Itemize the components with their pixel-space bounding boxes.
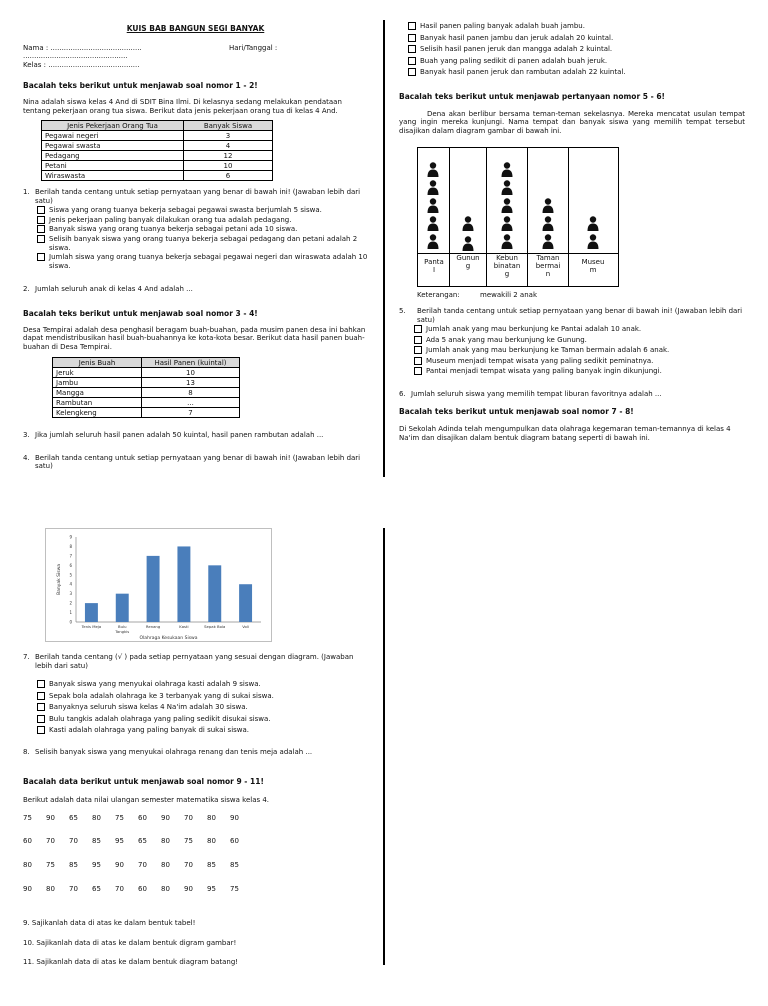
person-icon xyxy=(427,198,439,213)
checkbox[interactable] xyxy=(408,34,416,42)
score-cell: 95 xyxy=(207,884,216,893)
option-label: Bulu tangkis adalah olahraga yang paling sedikit disukai siswa. xyxy=(49,714,271,723)
table-header: Banyak Siswa xyxy=(184,121,273,131)
option-item[interactable] xyxy=(414,346,745,355)
checkbox[interactable] xyxy=(414,357,422,365)
option-item[interactable] xyxy=(408,68,745,77)
checkbox[interactable] xyxy=(414,346,422,354)
bar xyxy=(116,594,129,622)
checkbox[interactable] xyxy=(37,206,45,214)
question-7 xyxy=(23,653,368,670)
right-column-page1-lower xyxy=(399,307,745,442)
y-tick-label: 6 xyxy=(69,562,72,568)
pictogram-label: Gunun g xyxy=(456,254,480,271)
person-icon xyxy=(501,180,513,195)
option-label: Ada 5 anak yang mau berkunjung ke Gunung. xyxy=(426,335,587,344)
option-label: Banyak siswa yang orang tuanya bekerja sebagai petani ada 10 siswa. xyxy=(49,225,298,234)
y-tick-label: 8 xyxy=(69,543,72,549)
x-tick-label: Sepak Bola xyxy=(204,624,226,629)
option-label: Selisih banyak siswa yang orang tuanya bekerja sebagai pedagang dan petani adalah 2 siswa. xyxy=(49,235,358,252)
keterangan-label: Keterangan: xyxy=(417,291,460,299)
question-text: Jumlah seluruh anak di kelas 4 And adalah ... xyxy=(35,285,193,294)
table-cell: Petani xyxy=(42,161,184,171)
x-tick-label: Tangkis xyxy=(115,629,130,634)
question-10: 10. Sajikanlah data di atas ke dalam bentuk digram gambar! xyxy=(23,938,237,947)
question-number: 8. xyxy=(23,747,30,756)
score-cell: 80 xyxy=(92,813,101,822)
question-text: Berilah tanda centang untuk setiap pernyataan yang benar di bawah ini! (Jawaban lebih dari satu) xyxy=(35,188,361,205)
option-item[interactable] xyxy=(408,45,745,54)
table-cell: 3 xyxy=(184,131,273,141)
checkbox[interactable] xyxy=(37,703,45,711)
option-label: Jumlah anak yang mau berkunjung ke Pantai adalah 10 anak. xyxy=(426,325,642,334)
question-5 xyxy=(399,307,745,324)
option-item[interactable] xyxy=(37,235,368,252)
person-icon xyxy=(427,234,439,249)
person-icon xyxy=(501,216,513,231)
x-tick-label: Voli xyxy=(242,624,249,629)
score-cell: 90 xyxy=(184,884,193,893)
table-cell: 6 xyxy=(184,171,273,181)
q4-options xyxy=(408,22,745,77)
pictogram-label: Taman bermai n xyxy=(535,254,561,279)
option-item[interactable] xyxy=(408,57,745,66)
q5-options xyxy=(414,325,745,376)
checkbox[interactable] xyxy=(414,336,422,344)
pictogram-label: Panta I xyxy=(424,258,444,275)
table-header: Hasil Panen (kuintal) xyxy=(142,358,240,368)
checkbox[interactable] xyxy=(408,68,416,76)
option-label: Museum menjadi tempat wisata yang paling sedikit peminatnya. xyxy=(426,356,654,365)
score-cell: 85 xyxy=(207,860,216,869)
question-11: 11. Sajikanlah data di atas ke dalam bentuk diagram batang! xyxy=(23,958,239,967)
option-item[interactable] xyxy=(37,225,368,234)
y-tick-label: 4 xyxy=(69,581,72,587)
option-item[interactable] xyxy=(37,692,368,701)
score-cell: 70 xyxy=(184,813,193,822)
score-cell: 85 xyxy=(230,860,239,869)
score-cell: 80 xyxy=(23,860,32,869)
scores-row xyxy=(23,837,368,846)
checkbox[interactable] xyxy=(414,367,422,375)
question-4 xyxy=(23,454,368,471)
scores-grid xyxy=(23,814,368,893)
checkbox[interactable] xyxy=(37,715,45,723)
right-column-page1 xyxy=(399,22,745,135)
score-cell: 75 xyxy=(230,884,239,893)
question-number: 6. xyxy=(399,389,406,398)
option-item[interactable] xyxy=(408,22,745,31)
table-cell: 10 xyxy=(184,161,273,171)
option-item[interactable] xyxy=(37,680,368,689)
person-icon xyxy=(542,198,554,213)
option-label: Banyak hasil panen jambu dan jeruk adalah 20 kuintal. xyxy=(420,33,614,42)
y-tick-label: 5 xyxy=(69,572,72,578)
checkbox[interactable] xyxy=(37,253,45,261)
option-label: Pantai menjadi tempat wisata yang paling banyak ingin dikunjungi. xyxy=(426,367,662,376)
paragraph-tempirai: Desa Tempirai adalah desa penghasil beragam buah-buahan, pada musim panen desa ini bahkan dapat mendistribusikan hasil buah-buahannya ke kota-kota besar. Berikut data hasil panen buah-buahan di Desa Tempirai. xyxy=(23,325,366,351)
table-row xyxy=(53,368,240,378)
table-row xyxy=(42,161,273,171)
checkbox[interactable] xyxy=(37,692,45,700)
option-label: Banyak hasil panen jeruk dan rambutan adalah 22 kuintal. xyxy=(420,68,626,77)
score-cell: 60 xyxy=(230,837,239,846)
person-icon xyxy=(427,180,439,195)
nama-label: Nama : ......................................... xyxy=(23,44,142,53)
question-text: Selisih banyak siswa yang menyukai olahraga renang dan tenis meja adalah ... xyxy=(35,747,313,756)
table-cell: 10 xyxy=(142,368,240,378)
score-cell: 90 xyxy=(230,813,239,822)
left-column-page2 xyxy=(23,653,368,967)
table-cell: Mangga xyxy=(53,388,142,398)
option-item[interactable] xyxy=(414,325,745,334)
score-cell: 80 xyxy=(161,837,170,846)
score-cell: 80 xyxy=(46,884,55,893)
question-8 xyxy=(23,748,368,757)
person-icon xyxy=(427,216,439,231)
paragraph-adinda: Di Sekolah Adinda telah mengumpulkan data olahraga kegemaran teman-temannya di kelas 4 Na'im dan disajikan dalam bentuk diagram batang seperti di bawah ini. xyxy=(399,425,731,442)
checkbox[interactable] xyxy=(37,216,45,224)
table-cell: Pedagang xyxy=(42,151,184,161)
question-text: Berilah tanda centang (√ ) pada setiap pernyataan yang sesuai dengan diagram. (Jawaban lebih dari satu) xyxy=(35,653,354,670)
option-item[interactable] xyxy=(37,206,368,215)
question-text: Jumlah seluruh siswa yang memilih tempat liburan favoritnya adalah ... xyxy=(411,389,662,398)
table-row xyxy=(53,398,240,408)
table-cell: Rambutan xyxy=(53,398,142,408)
option-label: Sepak bola adalah olahraga ke 3 terbanyak yang di sukai siswa. xyxy=(49,691,274,700)
question-number: 1. xyxy=(23,188,30,197)
option-label: Kasti adalah olahraga yang paling banyak di sukai siswa. xyxy=(49,726,250,735)
score-cell: 95 xyxy=(115,837,124,846)
score-cell: 95 xyxy=(92,860,101,869)
option-label: Buah yang paling sedikit di panen adalah buah jeruk. xyxy=(420,56,608,65)
bar-chart xyxy=(46,529,271,641)
x-tick-label: Bulu xyxy=(118,624,127,629)
score-cell: 65 xyxy=(138,837,147,846)
option-label: Jenis pekerjaan paling banyak dilakukan orang tua adalah pedagang. xyxy=(49,215,292,224)
score-cell: 65 xyxy=(92,884,101,893)
score-cell: 75 xyxy=(46,860,55,869)
question-2 xyxy=(23,285,368,294)
person-icon xyxy=(542,216,554,231)
heading-q5-6: Bacalah teks berikut untuk menjawab pertanyaan nomor 5 - 6! xyxy=(399,91,665,101)
page-divider-top xyxy=(383,20,385,477)
y-tick-label: 1 xyxy=(69,610,72,616)
score-cell: 85 xyxy=(92,837,101,846)
y-tick-label: 0 xyxy=(69,619,72,625)
table-cell: 8 xyxy=(142,388,240,398)
option-item[interactable] xyxy=(414,357,745,366)
table-cell: Jeruk xyxy=(53,368,142,378)
scores-row xyxy=(23,885,368,894)
question-number: 2. xyxy=(23,285,30,294)
table-cell: Pegawai swasta xyxy=(42,141,184,151)
question-number: 7. xyxy=(23,653,30,661)
option-label: Banyaknya seluruh siswa kelas 4 Na'im adalah 30 siswa. xyxy=(49,703,248,712)
checkbox[interactable] xyxy=(408,57,416,65)
table-pekerjaan xyxy=(41,120,273,181)
person-icon xyxy=(587,234,599,249)
table-header: Jenis Buah xyxy=(53,358,142,368)
kelas-label: Kelas : ......................................... xyxy=(23,61,140,70)
question-text: Jika jumlah seluruh hasil panen adalah 50 kuintal, hasil panen rambutan adalah ... xyxy=(35,431,324,440)
score-cell: 75 xyxy=(184,837,193,846)
score-cell: 75 xyxy=(115,813,124,822)
table-row xyxy=(42,151,273,161)
left-column-page1 xyxy=(23,24,368,471)
option-item[interactable] xyxy=(37,715,368,724)
checkbox[interactable] xyxy=(37,726,45,734)
paragraph-dena: Dena akan berlibur bersama teman-teman sekelasnya. Mereka mencatat usulan tempat yang ingin mereka kunjungi. Nama tempat dan banyak siswa yang memilih tempat tersebut disajikan dalam diagram gambar di bawah ini. xyxy=(399,109,745,135)
question-text: Berilah tanda centang untuk setiap pernyataan yang benar di bawah ini! (Jawaban lebih dari satu) xyxy=(417,307,743,324)
scores-row xyxy=(23,814,368,823)
x-tick-label: Tenis Meja xyxy=(81,624,102,629)
bar-chart-frame xyxy=(45,528,272,642)
bar xyxy=(177,546,190,622)
score-cell: 90 xyxy=(46,813,55,822)
question-3 xyxy=(23,431,368,440)
score-cell: 65 xyxy=(69,813,78,822)
bar xyxy=(208,565,221,622)
person-icon xyxy=(587,216,599,231)
y-tick-label: 7 xyxy=(69,553,72,559)
score-cell: 60 xyxy=(138,884,147,893)
heading-q3-4: Bacalah teks berikut untuk menjawab soal nomor 3 - 4! xyxy=(23,308,258,318)
table-cell: 7 xyxy=(142,408,240,418)
option-label: Hasil panen paling banyak adalah buah jambu. xyxy=(420,22,585,30)
pictogram-label: Museu m xyxy=(581,258,605,275)
score-cell: 70 xyxy=(46,837,55,846)
table-row xyxy=(42,131,273,141)
hari-label: Hari/Tanggal : xyxy=(229,44,278,53)
score-cell: 70 xyxy=(69,884,78,893)
option-label: Siswa yang orang tuanya bekerja sebagai pegawai swasta berjumlah 5 siswa. xyxy=(49,206,322,215)
checkbox[interactable] xyxy=(37,235,45,243)
score-cell: 90 xyxy=(161,813,170,822)
score-cell: 80 xyxy=(161,860,170,869)
option-item[interactable] xyxy=(37,703,368,712)
person-icon xyxy=(501,162,513,177)
score-cell: 70 xyxy=(184,860,193,869)
table-cell: 13 xyxy=(142,378,240,388)
paragraph-nina: Nina adalah siswa kelas 4 And di SDIT Bina Ilmi. Di kelasnya sedang melakukan pendataan tentang pekerjaan orang tua siswa. Berikut data jenis pekerjaan orang tua di kelas 4 And. xyxy=(23,98,342,115)
question-1 xyxy=(23,188,368,205)
heading-q7-8: Bacalah teks berikut untuk menjawab soal nomor 7 - 8! xyxy=(399,407,634,417)
option-item[interactable] xyxy=(414,367,745,376)
y-axis-title: Banyak Siswa xyxy=(57,563,62,596)
heading-q9-11: Bacalah data berikut untuk menjawab soal nomor 9 - 11! xyxy=(23,777,264,787)
question-number: 3. xyxy=(23,431,30,440)
score-cell: 60 xyxy=(138,813,147,822)
checkbox[interactable] xyxy=(408,45,416,53)
checkbox[interactable] xyxy=(37,680,45,688)
page-divider-bottom xyxy=(383,528,385,965)
question-6 xyxy=(399,390,745,399)
keterangan-value: mewakili 2 anak xyxy=(480,291,538,299)
score-cell: 70 xyxy=(115,884,124,893)
checkbox[interactable] xyxy=(37,225,45,233)
question-9: 9. Sajikanlah data di atas ke dalam bentuk tabel! xyxy=(23,919,196,928)
question-number: 5. xyxy=(399,307,406,315)
table-row xyxy=(42,171,273,181)
dots-line: ............................................... xyxy=(23,52,128,61)
table-cell: ... xyxy=(142,398,240,408)
person-icon xyxy=(462,236,474,251)
score-cell: 85 xyxy=(69,860,78,869)
score-cell: 90 xyxy=(23,884,32,893)
score-cell: 70 xyxy=(69,837,78,846)
pictogram-label: Kebun binatan g xyxy=(493,254,521,279)
question-text: Berilah tanda centang untuk setiap pernyataan yang benar di bawah ini! (Jawaban lebih dari satu) xyxy=(35,453,361,471)
table-header: Jenis Pekerjaan Orang Tua xyxy=(42,121,184,131)
person-icon xyxy=(501,198,513,213)
pictogram xyxy=(417,147,619,287)
score-cell: 70 xyxy=(138,860,147,869)
table-cell: 12 xyxy=(184,151,273,161)
person-icon xyxy=(542,234,554,249)
y-tick-label: 3 xyxy=(69,591,72,597)
q7-options xyxy=(37,680,368,735)
table-cell: Pegawai negeri xyxy=(42,131,184,141)
option-label: Jumlah siswa yang orang tuanya bekerja sebagai pegawai negeri dan wiraswata adalah 10 siswa. xyxy=(49,253,368,270)
table-panen xyxy=(52,357,240,418)
x-tick-label: Kasti xyxy=(179,624,189,629)
table-cell: Kelengkeng xyxy=(53,408,142,418)
person-icon xyxy=(462,216,474,231)
bar xyxy=(239,584,252,622)
option-label: Banyak siswa yang menyukai olahraga kasti adalah 9 siswa. xyxy=(49,680,261,689)
bar xyxy=(85,603,98,622)
identity-block xyxy=(23,44,368,70)
person-icon xyxy=(501,234,513,249)
option-label: Jumlah anak yang mau berkunjung ke Taman bermain adalah 6 anak. xyxy=(426,346,670,355)
table-cell: 4 xyxy=(184,141,273,151)
table-row xyxy=(53,378,240,388)
page-title: KUIS BAB BANGUN SEGI BANYAK xyxy=(126,24,265,33)
option-item[interactable] xyxy=(37,216,368,225)
table-cell: Wiraswasta xyxy=(42,171,184,181)
x-axis-title: Olahraga Kesukaan Siswa xyxy=(139,636,198,641)
score-cell: 80 xyxy=(207,813,216,822)
table-row xyxy=(53,388,240,398)
checkbox[interactable] xyxy=(414,325,422,333)
score-cell: 90 xyxy=(115,860,124,869)
checkbox[interactable] xyxy=(408,22,416,30)
x-tick-label: Renang xyxy=(145,624,161,629)
q1-options xyxy=(37,206,368,270)
scores-row xyxy=(23,861,368,870)
paragraph-nilai: Berikut adalah data nilai ulangan semester matematika siswa kelas 4. xyxy=(23,796,270,805)
table-row xyxy=(42,141,273,151)
score-cell: 80 xyxy=(161,884,170,893)
option-item[interactable] xyxy=(408,34,745,43)
option-label: Selisih hasil panen jeruk dan mangga adalah 2 kuintal. xyxy=(420,45,613,54)
score-cell: 60 xyxy=(23,837,32,846)
table-row xyxy=(53,408,240,418)
option-item[interactable] xyxy=(414,336,745,345)
option-item[interactable] xyxy=(37,253,368,270)
table-cell: Jambu xyxy=(53,378,142,388)
score-cell: 80 xyxy=(207,837,216,846)
y-tick-label: 2 xyxy=(69,600,72,606)
option-item[interactable] xyxy=(37,726,368,735)
heading-q1-2: Bacalah teks berikut untuk menjawab soal nomor 1 - 2! xyxy=(23,81,258,91)
y-tick-label: 9 xyxy=(69,534,72,540)
score-cell: 75 xyxy=(23,813,32,822)
person-icon xyxy=(427,162,439,177)
bar xyxy=(147,556,160,622)
question-number: 4. xyxy=(23,453,30,462)
